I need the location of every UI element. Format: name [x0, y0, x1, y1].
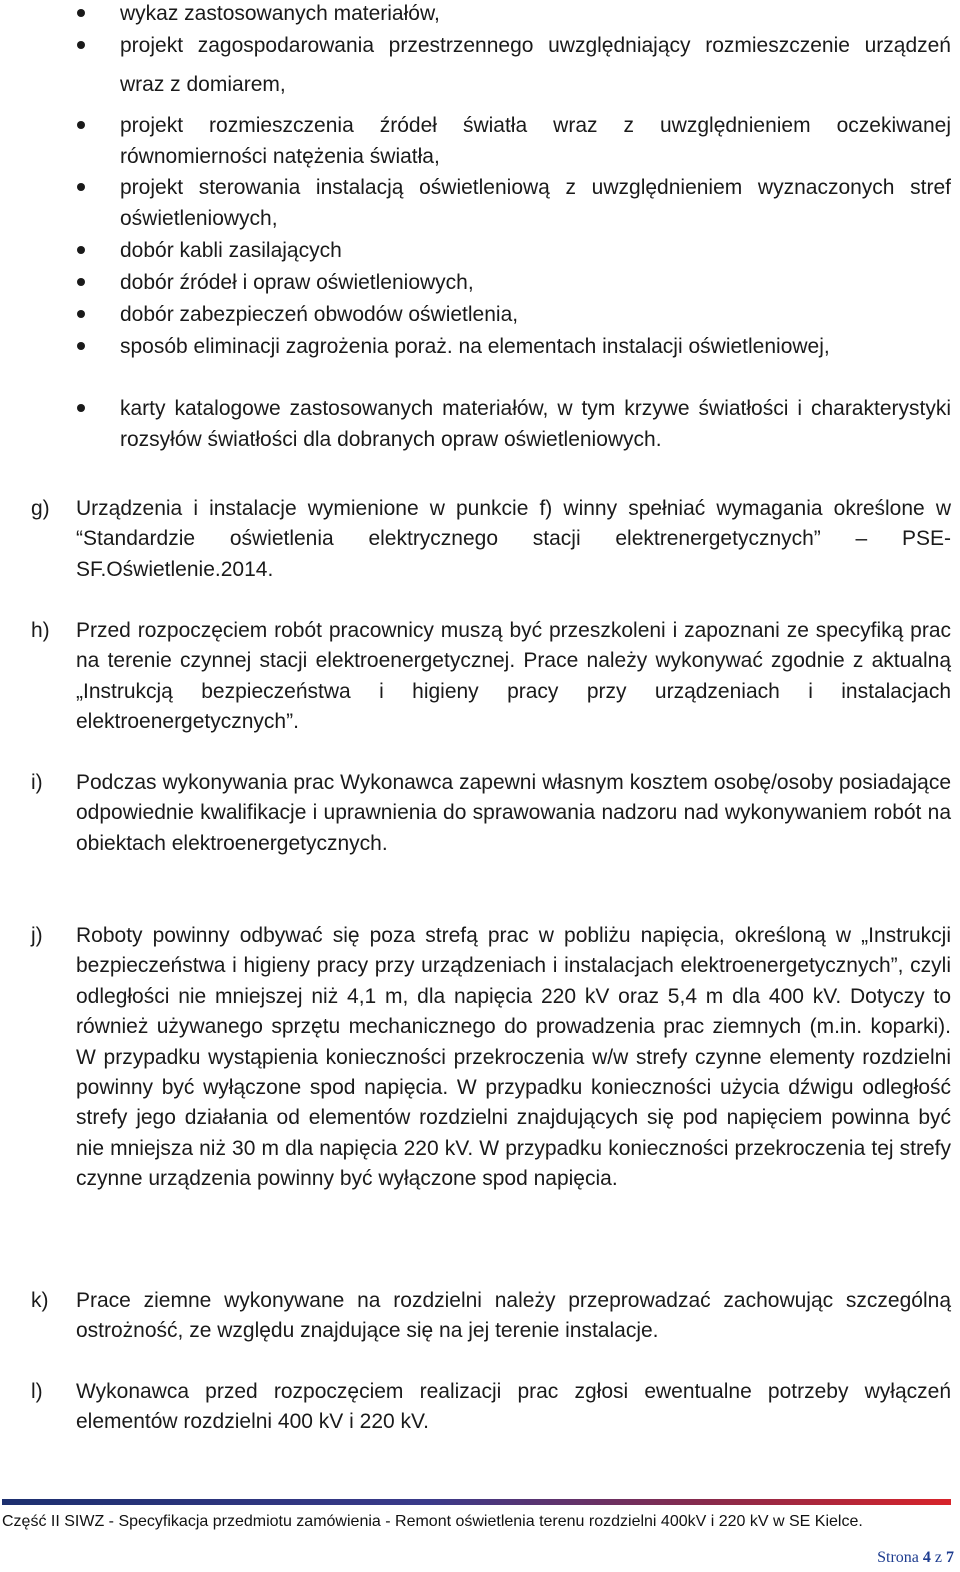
paragraph-letter: g) — [31, 497, 50, 520]
list-item: projekt rozmieszczenia źródeł światła wraz z uwzględnieniem oczekiwanej równomierności natężenia światła, — [120, 110, 951, 172]
paragraph-text: Podczas wykonywania prac Wykonawca zapewni własnym kosztem osobę/osoby posiadające odpowiednie kwalifikacje i uprawnienia do sprawowania nadzoru nad wykonywaniem robót na obiektach elektroenergetycznych. — [76, 771, 951, 855]
list-item: wykaz zastosowanych materiałów, — [120, 0, 951, 29]
bullet-icon — [77, 310, 85, 318]
footer-divider — [2, 1499, 951, 1505]
bullet-icon — [77, 246, 85, 254]
page-prefix: Strona — [877, 1549, 919, 1566]
page-separator: z — [934, 1549, 942, 1566]
paragraph-letter: h) — [31, 619, 50, 642]
list-item: dobór zabezpieczeń obwodów oświetlenia, — [120, 299, 951, 330]
paragraph-text: Roboty powinny odbywać się poza strefą prac w pobliżu napięcia, określoną w „Instrukcji bezpieczeństwa i higieny pracy przy urządzeniach i instalacjach elektroenergetycznych”, czyli odległości nie mniejszej niż 4,1 m, dla napięcia 220 kV oraz 5,4 m dla 400 kV. Dotyczy to również używanego sprzętu mechanicznego do prowadzenia prac ziemnych (m.in. koparki). W przypadku wystąpienia konieczności przekroczenia w/w strefy czynne elementy rozdzielni powinny być wyłączone spod napięcia. W przypadku konieczności użycia dźwigu odległość strefy jego działania od elementów rozdzielni znajdujących się pod napięciem powinna być nie mniejsza niż 30 m dla napięcia 220 kV. W przypadku konieczności przekroczenia tej strefy czynne urządzenia powinny być wyłączone spod napięcia. — [76, 924, 951, 1191]
paragraph-letter: l) — [31, 1380, 43, 1403]
list-item: sposób eliminacji zagrożenia poraż. na elementach instalacji oświetleniowej, — [120, 331, 951, 362]
bullet-icon — [77, 121, 85, 129]
list-item: projekt zagospodarowania przestrzennego uwzględniający rozmieszczenie urządzeń wraz z domiarem, — [120, 30, 951, 104]
paragraph-text: Przed rozpoczęciem robót pracownicy muszą być przeszkoleni i zapoznani ze specyfiką prac na terenie czynnej stacji elektroenergetycznej. Prace należy wykonywać zgodnie z aktualną „Instrukcją bezpieczeństwa i higieny pracy przy urządzeniach i instalacjach elektroenergetycznych”. — [76, 619, 951, 734]
paragraph-text: Prace ziemne wykonywane na rozdzielni należy przeprowadzać zachowując szczególną ostrożność, ze względu znajdujące się na jej terenie instalacje. — [76, 1289, 951, 1343]
footer-caption: Część II SIWZ - Specyfikacja przedmiotu zamówienia - Remont oświetlenia terenu rozdzielni 400kV i 220 kV w SE Kielce. — [2, 1513, 863, 1530]
bullet-icon — [77, 342, 85, 350]
bullet-icon — [77, 9, 85, 17]
bullet-icon — [77, 404, 85, 412]
list-item: projekt sterowania instalacją oświetleniową z uwzględnieniem wyznaczonych stref oświetleniowych, — [120, 172, 951, 234]
list-item: karty katalogowe zastosowanych materiałów, w tym krzywe światłości i charakterystyki rozsyłów światłości dla dobranych opraw oświetleniowych. — [120, 393, 951, 455]
paragraph-letter: k) — [31, 1289, 49, 1312]
paragraph-letter: j) — [31, 924, 43, 947]
list-item: dobór kabli zasilających — [120, 235, 951, 266]
list-item: dobór źródeł i opraw oświetleniowych, — [120, 267, 951, 298]
paragraph-text: Wykonawca przed rozpoczęciem realizacji prac zgłosi ewentualne potrzeby wyłączeń elementów rozdzielni 400 kV i 220 kV. — [76, 1380, 951, 1434]
page-current: 4 — [922, 1549, 931, 1566]
page-number — [877, 1548, 954, 1568]
paragraph-text: Urządzenia i instalacje wymienione w punkcie f) winny spełniać wymagania określone w “Standardzie oświetlenia elektrycznego stacji elektrenergetycznych” – PSE-SF.Oświetlenie.2014. — [76, 497, 951, 581]
paragraph-letter: i) — [31, 771, 43, 794]
bullet-icon — [77, 278, 85, 286]
bullet-icon — [77, 41, 85, 49]
page-total: 7 — [946, 1549, 954, 1566]
bullet-icon — [77, 183, 85, 191]
